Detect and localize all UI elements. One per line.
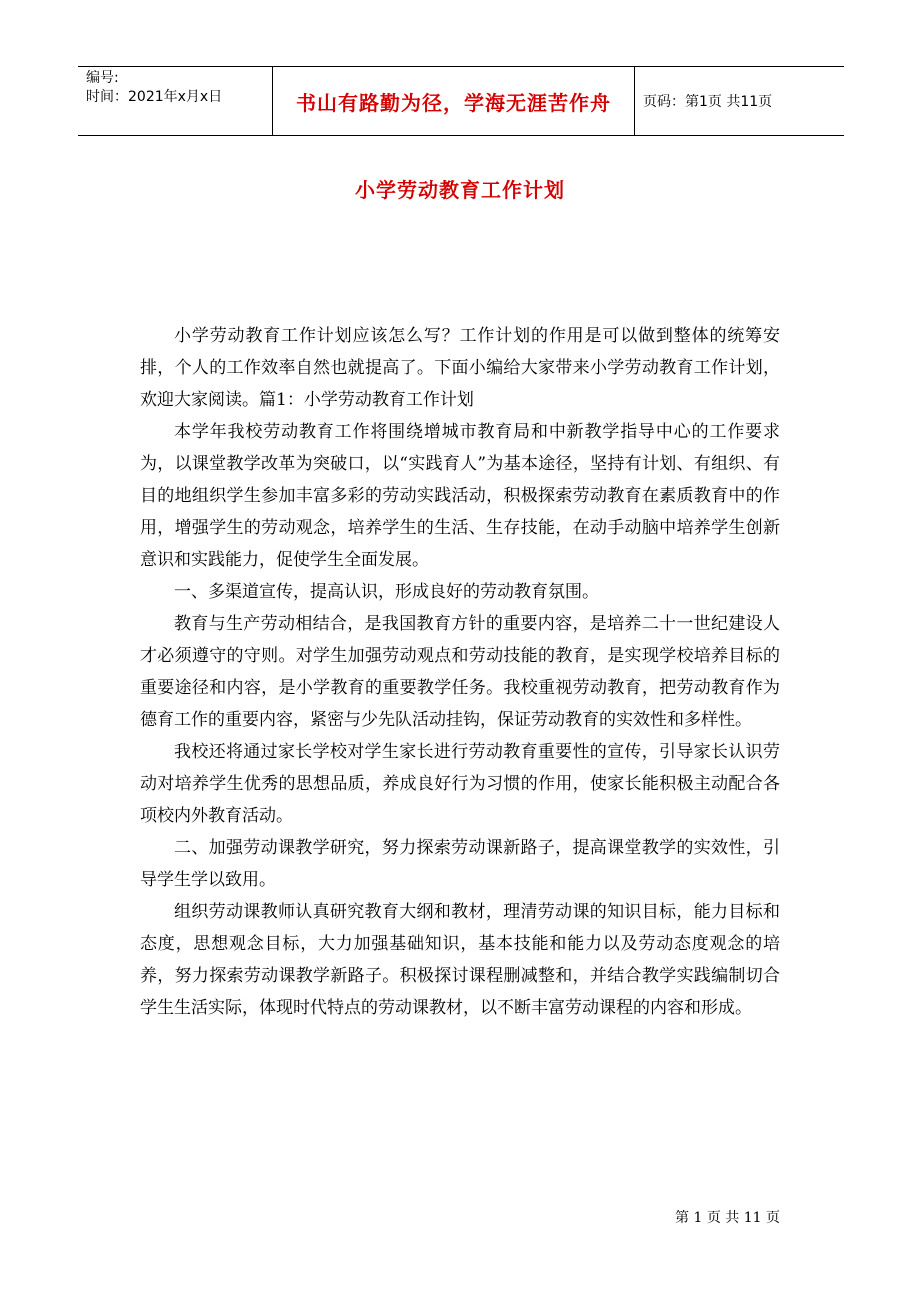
document-time-label: 时间：2021年x月x日 [86, 89, 223, 105]
page-header [78, 66, 844, 136]
document-title: 小学劳动教育工作计划 [355, 178, 565, 202]
header-meta [78, 67, 273, 135]
paragraph: 小学劳动教育工作计划应该怎么写？工作计划的作用是可以做到整体的统筹安排，个人的工作效率自然也就提高了。下面小编给大家带来小学劳动教育工作计划，欢迎大家阅读。篇1：小学劳动教育工作计划 [140, 326, 780, 410]
page-footer: 第 1 页 共 11 页 [675, 1210, 780, 1226]
document-body [140, 320, 780, 1024]
paragraph: 我校还将通过家长学校对学生家长进行劳动教育重要性的宣传，引导家长认识劳动对培养学生优秀的思想品质，养成良好行为习惯的作用，使家长能积极主动配合各项校内外教育活动。 [140, 742, 780, 826]
paragraph: 二、加强劳动课教学研究，努力探索劳动课新路子，提高课堂教学的实效性，引导学生学以致用。 [140, 838, 780, 890]
paragraph: 一、多渠道宣传，提高认识，形成良好的劳动教育氛围。 [174, 582, 599, 602]
paragraph: 组织劳动课教师认真研究教育大纲和教材，理清劳动课的知识目标，能力目标和态度，思想观念目标，大力加强基础知识，基本技能和能力以及劳动态度观念的培养，努力探索劳动课教学新路子。积极探讨课程删减整和，并结合教学实践编制切合学生生活实际，体现时代特点的劳动课教材，以不断丰富劳动课程的内容和形成。 [140, 902, 780, 1018]
document-number-label: 编号: [86, 70, 119, 86]
header-motto: 书山有路勤为径，学海无涯苦作舟 [273, 67, 635, 135]
paragraph: 本学年我校劳动教育工作将围绕增城市教育局和中新教学指导中心的工作要求为，以课堂教学改革为突破口，以“实践育人”为基本途径，坚持有计划、有组织、有目的地组织学生参加丰富多彩的劳动实践活动，积极探索劳动教育在素质教育中的作用，增强学生的劳动观念，培养学生的生活、生存技能，在动手动脑中培养学生创新意识和实践能力，促使学生全面发展。 [140, 422, 780, 570]
header-page-info: 页码：第1页 共11页 [643, 94, 773, 110]
paragraph: 教育与生产劳动相结合，是我国教育方针的重要内容，是培养二十一世纪建设人才必须遵守的守则。对学生加强劳动观点和劳动技能的教育，是实现学校培养目标的重要途径和内容，是小学教育的重要教学任务。我校重视劳动教育，把劳动教育作为德育工作的重要内容，紧密与少先队活动挂钩，保证劳动教育的实效性和多样性。 [140, 614, 780, 730]
